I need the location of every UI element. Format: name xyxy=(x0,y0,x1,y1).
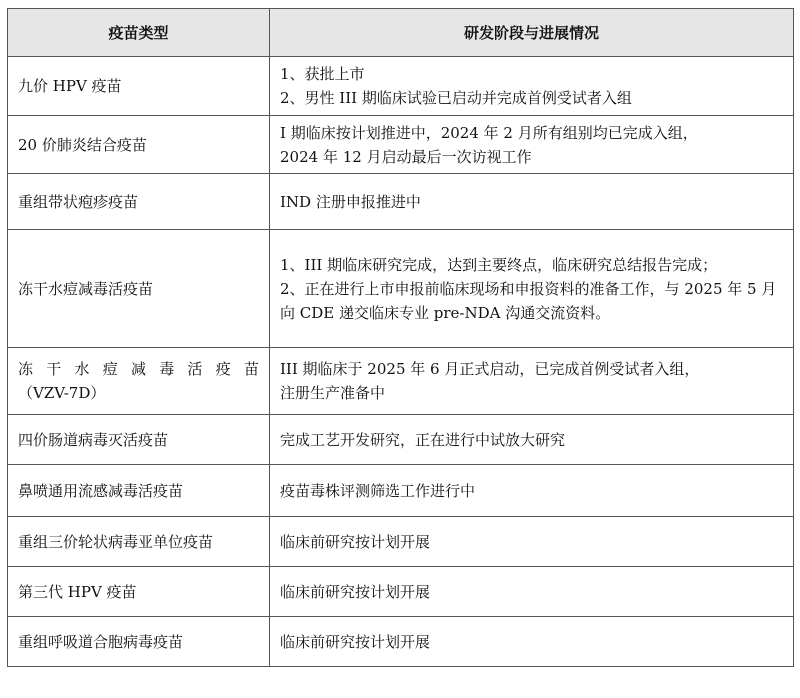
vaccine-type-cell: 第三代 HPV 疫苗 xyxy=(8,567,270,617)
vaccine-type-cell: 鼻喷通用流感减毒活疫苗 xyxy=(8,465,270,517)
table-row xyxy=(8,174,794,230)
vaccine-pipeline-table xyxy=(7,8,794,667)
table-row xyxy=(8,116,794,174)
progress-line: 临床前研究按计划开展 xyxy=(280,582,431,601)
vaccine-type-cell: 九价 HPV 疫苗 xyxy=(8,57,270,116)
progress-cell xyxy=(270,348,794,415)
table-row xyxy=(8,230,794,348)
vaccine-type-cell: 20 价肺炎结合疫苗 xyxy=(8,116,270,174)
progress-line: 1、III 期临床研究完成，达到主要终点，临床研究总结报告完成； xyxy=(280,255,718,274)
progress-line: 2、正在进行上市申报前临床现场和申报资料的准备工作，与 2025 年 5 月向 CDE 递交临床专业 pre-NDA 沟通交流资料。 xyxy=(280,279,777,322)
progress-line: 临床前研究按计划开展 xyxy=(280,532,431,551)
table-row xyxy=(8,617,794,667)
progress-cell xyxy=(270,517,794,567)
progress-line: 1、获批上市 xyxy=(280,65,365,83)
header-vaccine-type: 疫苗类型 xyxy=(8,9,270,57)
progress-cell xyxy=(270,174,794,230)
table-row xyxy=(8,348,794,415)
vaccine-type-line: 冻干水痘减毒活疫苗 xyxy=(18,360,259,378)
progress-cell xyxy=(270,567,794,617)
progress-cell xyxy=(270,230,794,348)
vaccine-type-cell xyxy=(8,348,270,415)
table-header-row xyxy=(8,9,794,57)
progress-cell xyxy=(270,116,794,174)
progress-line: 2、男性 III 期临床试验已启动并完成首例受试者入组 xyxy=(280,89,632,107)
table-row xyxy=(8,465,794,517)
progress-line: III 期临床于 2025 年 6 月正式启动，已完成首例受试者入组， xyxy=(280,360,700,378)
progress-line: 注册生产准备中 xyxy=(280,384,386,402)
progress-cell xyxy=(270,465,794,517)
table-row xyxy=(8,415,794,465)
progress-line: 完成工艺开发研究，正在进行中试放大研究 xyxy=(280,430,566,449)
vaccine-type-cell: 重组三价轮状病毒亚单位疫苗 xyxy=(8,517,270,567)
progress-cell xyxy=(270,57,794,116)
vaccine-type-line: （VZV-7D） xyxy=(18,384,106,402)
progress-cell xyxy=(270,617,794,667)
progress-line: I 期临床按计划推进中，2024 年 2 月所有组别均已完成入组， xyxy=(280,123,698,142)
table-row xyxy=(8,517,794,567)
vaccine-type-cell: 重组带状疱疹疫苗 xyxy=(8,174,270,230)
table-row xyxy=(8,567,794,617)
progress-line: 疫苗毒株评测筛选工作进行中 xyxy=(280,481,476,500)
progress-line: IND 注册申报推进中 xyxy=(280,192,421,211)
table-row xyxy=(8,57,794,116)
vaccine-type-cell: 四价肠道病毒灭活疫苗 xyxy=(8,415,270,465)
vaccine-type-cell: 冻干水痘减毒活疫苗 xyxy=(8,230,270,348)
vaccine-type-cell: 重组呼吸道合胞病毒疫苗 xyxy=(8,617,270,667)
progress-line: 2024 年 12 月启动最后一次访视工作 xyxy=(280,147,532,166)
progress-cell xyxy=(270,415,794,465)
progress-line: 临床前研究按计划开展 xyxy=(280,632,431,651)
header-progress: 研发阶段与进展情况 xyxy=(270,9,794,57)
